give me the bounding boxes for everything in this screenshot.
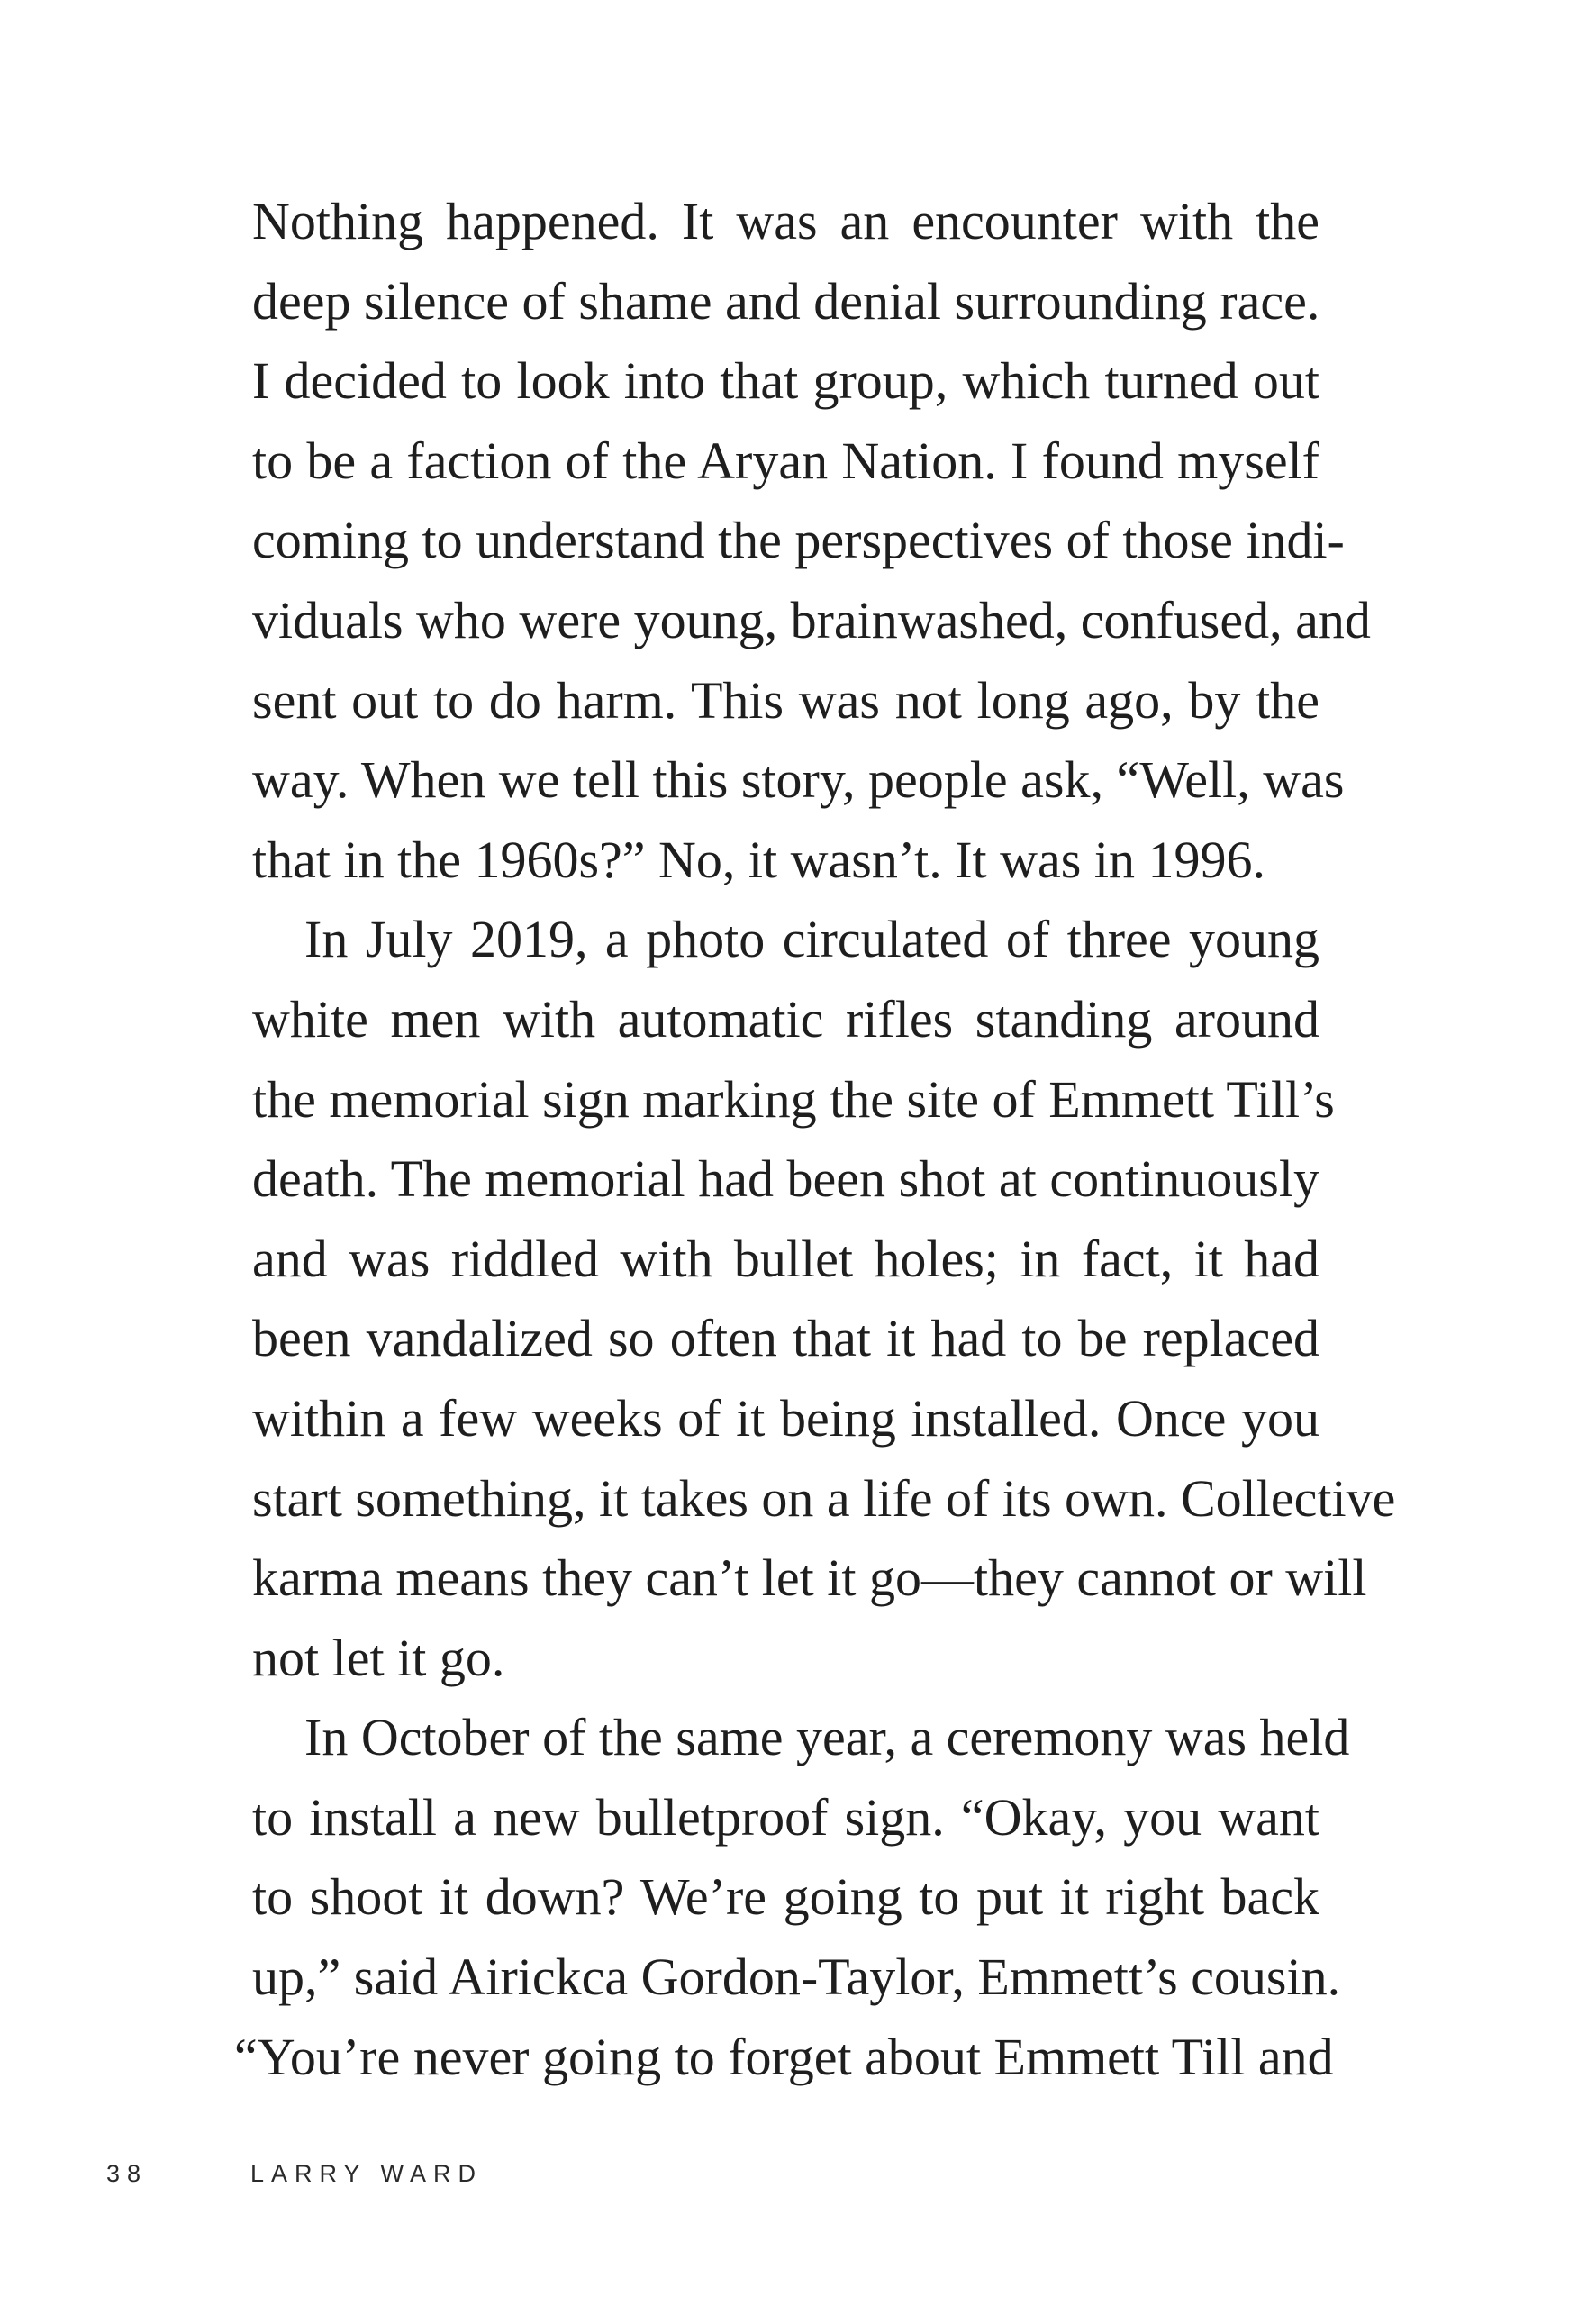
text-line: In October of the same year, a ceremony was held (304, 1708, 1350, 1767)
body-text (234, 182, 1396, 2097)
text-line: and was riddled with bullet holes; in fact, it had (252, 1229, 1319, 1288)
text-line: karma means they can’t let it go—they cannot or will (252, 1548, 1367, 1608)
text-line: Nothing happened. It was an encounter with the (252, 192, 1319, 250)
text-line: way. When we tell this story, people ask, “Well, was (252, 750, 1345, 810)
text-line: up,” said Airickca Gordon-Taylor, Emmett’s cousin. (252, 1947, 1341, 2007)
running-head: LARRY WARD (250, 2160, 484, 2187)
text-line: start something, it takes on a life of its own. Collective (252, 1468, 1396, 1528)
text-line: to install a new bulletproof sign. “Okay, you want (252, 1787, 1319, 1847)
text-line: that in the 1960s?” No, it wasn’t. It was in 1996. (252, 830, 1265, 889)
text-line: within a few weeks of it being installed. Once you (252, 1388, 1319, 1448)
text-line: viduals who were young, brainwashed, confused, and (252, 590, 1371, 649)
text-line: to shoot it down? We’re going to put it right back (252, 1867, 1319, 1927)
text-line: “You’re never going to forget about Emmett Till and (234, 2027, 1334, 2086)
page-number: 38 (106, 2160, 149, 2187)
text-line: not let it go. (252, 1628, 505, 1687)
text-line: I decided to look into that group, which turned out (252, 351, 1319, 411)
text-line: the memorial sign marking the site of Emmett Till’s (252, 1069, 1335, 1129)
text-line: sent out to do harm. This was not long ago, by the (252, 670, 1319, 730)
text-line: white men with automatic rifles standing around (252, 989, 1319, 1049)
text-line: deep silence of shame and denial surrounding race. (252, 271, 1320, 331)
text-line: coming to understand the perspectives of those indi- (252, 511, 1345, 570)
text-line: been vandalized so often that it had to be replaced (252, 1309, 1319, 1368)
text-line: death. The memorial had been shot at continuously (252, 1149, 1319, 1209)
text-line: to be a faction of the Aryan Nation. I found myself (252, 431, 1319, 490)
text-line: In July 2019, a photo circulated of three young (304, 910, 1319, 969)
